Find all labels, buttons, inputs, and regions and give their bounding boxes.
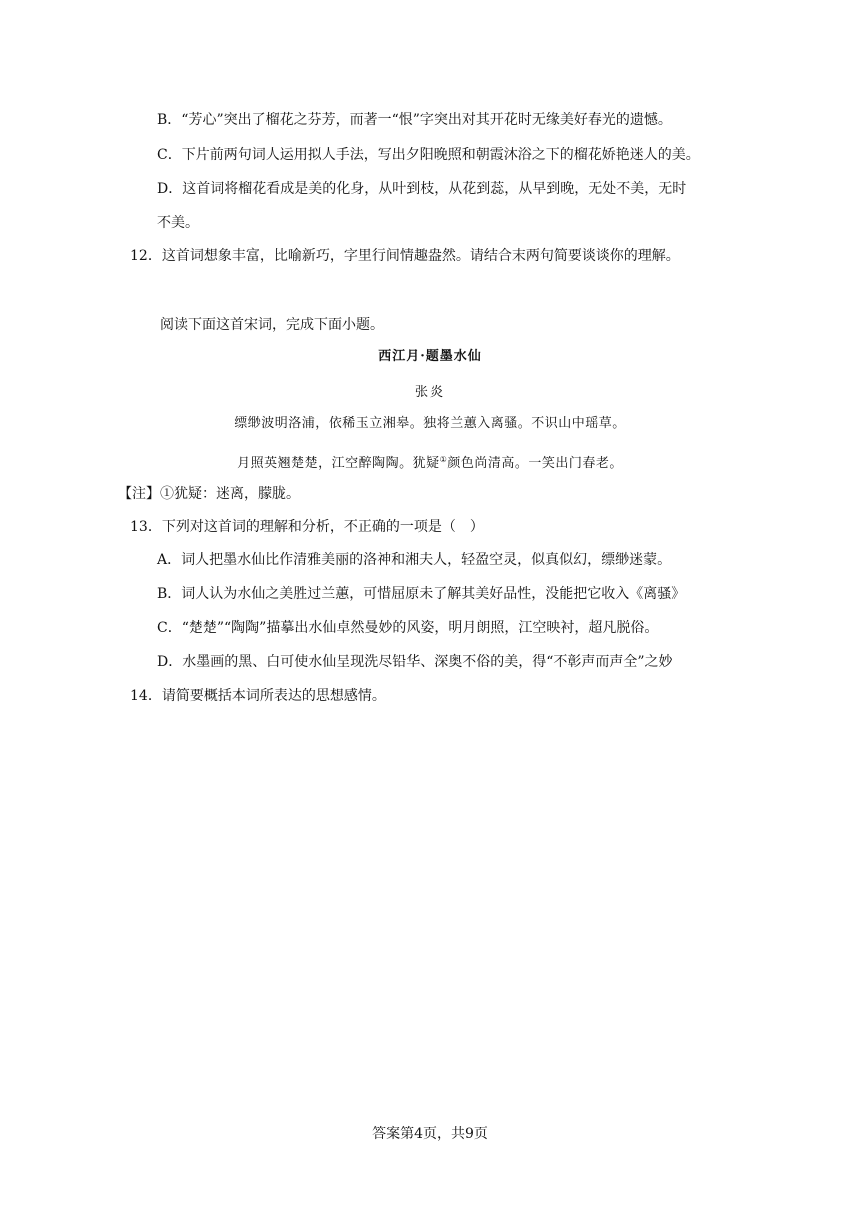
footnote: 【注】①犹疑：迷离，朦胧。 [118,486,300,502]
poem-line-2-part-a: 月照英翘楚楚，江空醉陶陶。犹疑 [237,456,440,471]
q13-option-a: A．词人把墨水仙比作清雅美丽的洛神和湘夫人，轻盈空灵，似真似幻，缥缈迷蒙。 [157,552,672,568]
reading-intro: 阅读下面这首宋词，完成下面小题。 [160,317,384,333]
poem-title: 西江月·题墨水仙 [378,349,482,364]
page-footer: 答案第4页，共9页 [372,1126,488,1142]
question-14: 14．请简要概括本词所表达的思想感情。 [130,688,386,704]
poem-author: 张炎 [414,385,445,400]
q11-option-d-line2: 不美。 [157,215,199,231]
q13-option-b: B．词人认为水仙之美胜过兰蕙，可惜屈原未了解其美好品性，没能把它收入《离骚》 [157,586,686,602]
footnote-mark: ① [439,455,448,464]
question-13-stem: 13．下列对这首词的理解和分析，不正确的一项是（ ） [130,519,484,535]
q13-option-d: D．水墨画的黑、白可使水仙呈现洗尽铅华、深奥不俗的美，得“不彰声而声全”之妙 [157,654,673,670]
q11-option-c: C．下片前两句词人运用拟人手法，写出夕阳晚照和朝霞沐浴之下的榴花娇艳迷人的美。 [157,147,700,163]
q11-option-d-line1: D．这首词将榴花看成是美的化身，从叶到枝，从花到蕊，从早到晚，无处不美，无时 [157,181,687,197]
q13-option-c: C．“楚楚”“陶陶”描摹出水仙卓然曼妙的风姿，明月朗照，江空映衬，超凡脱俗。 [157,620,659,636]
q11-option-b: B．“芳心”突出了榴花之芬芳，而著一“恨”字突出对其开花时无缘美好春光的遗憾。 [157,112,672,128]
poem-line-1: 缥缈波明洛浦，依稀玉立湘皋。独将兰蕙入离骚。不识山中瑶草。 [234,416,626,431]
question-12: 12．这首词想象丰富，比喻新巧，字里行间情趣盎然。请结合末两句简要谈谈你的理解。 [130,248,680,264]
poem-line-2-part-b: 颜色尚清高。一笑出门春老。 [447,456,623,471]
poem-line-2 [0,450,860,474]
